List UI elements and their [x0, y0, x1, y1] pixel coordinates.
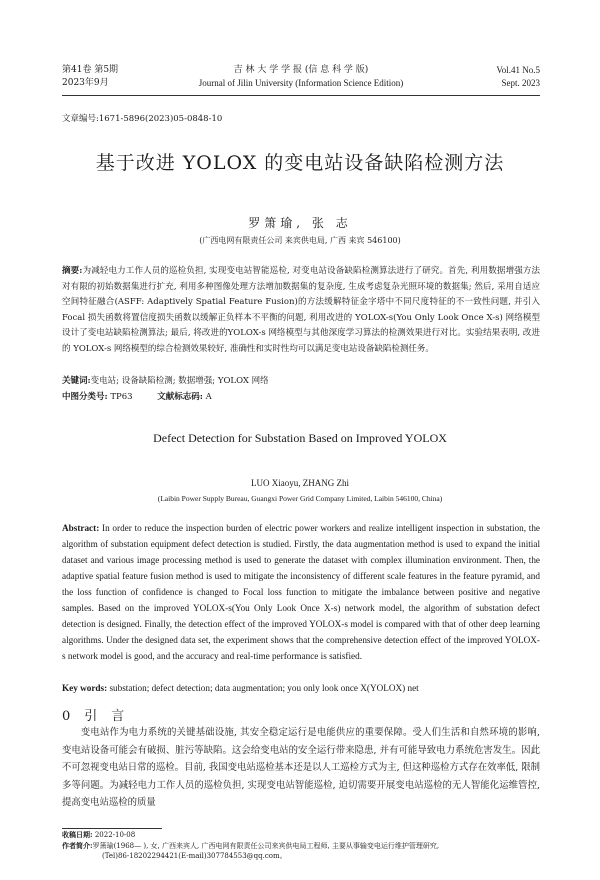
footnote: [62, 830, 540, 862]
keywords-zh-text: 变电站; 设备缺陷检测; 数据增强; YOLOX 网络: [90, 376, 269, 386]
journal-name-en: Journal of Jilin University (Information Science Edition): [198, 78, 404, 88]
title-en: Defect Detection for Substation Based on Improved YOLOX: [153, 431, 447, 445]
volume-issue-en: Vol.41 No.5: [496, 65, 540, 75]
date-en: Sept. 2023: [501, 78, 540, 88]
contact-line: (Tel)86-18202294421(E-mail)307784553@qq.com。: [102, 852, 287, 860]
volume-issue-zh: 第41卷 第5期: [62, 65, 119, 75]
keywords-zh-label: 关键词:: [62, 376, 91, 386]
affiliation-zh: (广西电网有限责任公司 来宾供电局, 广西 来宾 546100): [199, 236, 401, 245]
classification-zh: [62, 390, 540, 405]
received-label: 收稿日期:: [62, 830, 93, 839]
received-line: [62, 830, 540, 841]
author-bio-text: 罗箫瑜(1968— ), 女, 广西来宾人, 广西电网有限责任公司来宾供电局工程师, 主要从事输变电运行维护管理研究,: [92, 841, 440, 850]
article-number: 文章编号:1671-5896(2023)05-0848-10: [62, 114, 223, 124]
abstract-zh-label: 摘要:: [62, 266, 83, 276]
abstract-en: [62, 520, 540, 664]
author-bio-label: 作者简介:: [62, 840, 93, 850]
abstract-en-label: Abstract:: [62, 523, 100, 533]
authors-en: LUO Xiaoyu, ZHANG Zhi: [251, 478, 349, 488]
journal-name-zh: 吉 林 大 学 学 报 (信 息 科 学 版): [233, 65, 369, 75]
date-zh: 2023年9月: [62, 78, 109, 88]
authors-zh: 罗箫瑜, 张 志: [248, 216, 352, 230]
clc-label: 中图分类号:: [62, 392, 108, 402]
abstract-zh-text: 为减轻电力工作人员的巡检负担, 实现变电站智能巡检, 对变电站设备缺陷检测算法进行了研究。首先, 利用数据增强方法对有限的初始数据集进行扩充, 利用多种图像处理方法增加数据集的复杂度, 生成考虑复杂光照环境的数据集; 然后, 采用自适应空间特征融合(ASFF: Adaptively Spatial Feature Fusion)的方法缓解特征金字塔中不同尺度特征的不一致性问题, 并引入 Focal 损失函数将置信度损失函数以缓解正负样本不平衡的问题, 利用改进的 YOLOX-s(You Only Look Once X-s) 网络模型设计了变电站缺陷检测算法; 最后, 将改进的YOLOX-s 网络模型与其他深度学习算法的检测效果进行对比。实验结果表明, 改进的 YOLOX-s 网络模型的综合检测效果较好, 准确性和实时性均可以满足变电站设备缺陷检测任务。: [62, 266, 541, 354]
section-title: 引言: [84, 709, 139, 724]
received-date: 2022-10-08: [94, 831, 136, 839]
keywords-en-text: substation; defect detection; data augmentation; you only look once X(YOLOX) net: [109, 683, 419, 693]
author-bio-line: [62, 841, 540, 852]
abstract-en-text: In order to reduce the inspection burden of electric power workers and realize intelligent inspection in substation, the algorithm of substation equipment defect detection is studied. Firstly, the data augmentation method is used to expand the initial dataset and various image processing method is used to generate the dataset with complex illumination environment. Then, the adaptive spatial feature fusion method is used to mitigate the inconsistency of different scale features in the feature pyramid, and the loss function of confidence is changed to Focal loss function to mitigate the imbalance between positive and negative samples. Based on the improved YOLOX-s(You Only Look Once X-s) network model, the algorithm of substation defect detection is designed. Finally, the detection effect of the improved YOLOX-s model is compared with that of other deep learning algorithms. Under the designed data set, the experiment shows that the comprehensive detection effect of the improved YOLOX-s network model is good, and the accuracy and real-time performance is satisfied.: [62, 523, 541, 661]
keywords-en-label: Key words:: [62, 683, 108, 693]
doc-code-label: 文献标志码:: [157, 392, 203, 402]
issue-info-en: [496, 64, 540, 90]
section-number: 0: [62, 709, 71, 724]
footnote-divider: [62, 828, 162, 829]
keywords-zh: [62, 374, 540, 389]
keywords-en: [62, 681, 540, 696]
section-heading: [62, 705, 138, 724]
affiliation-en: (Laibin Power Supply Bureau, Guangxi Power Grid Company Limited, Laibin 546100, China): [157, 494, 443, 503]
journal-name: [62, 64, 540, 90]
doc-code: A: [205, 392, 212, 402]
body-paragraph: 变电站作为电力系统的关键基础设施, 其安全稳定运行是电能供应的重要保障。受人们生活和自然环境的影响, 变电站设备可能会有破损、脏污等缺陷。这会给变电站的安全运行带来隐患, 并有可能导致电力系统危害发生。因此不可忽视变电站日常的巡检。目前, 我国变电站巡检基本还是以人工巡检方式为主, 但这种巡检方式存在效率低, 限制多等问题。为减轻电力工作人员的巡检负担, 实现变电站智能巡检, 迫切需要开展变电站巡检的无人智能化运维管控, 提高变电站巡检的质量: [62, 727, 540, 809]
header-divider: [62, 95, 540, 96]
abstract-zh: [62, 264, 540, 358]
title-zh: 基于改进 YOLOX 的变电站设备缺陷检测方法: [95, 152, 505, 174]
clc-code: TP63: [110, 392, 133, 402]
